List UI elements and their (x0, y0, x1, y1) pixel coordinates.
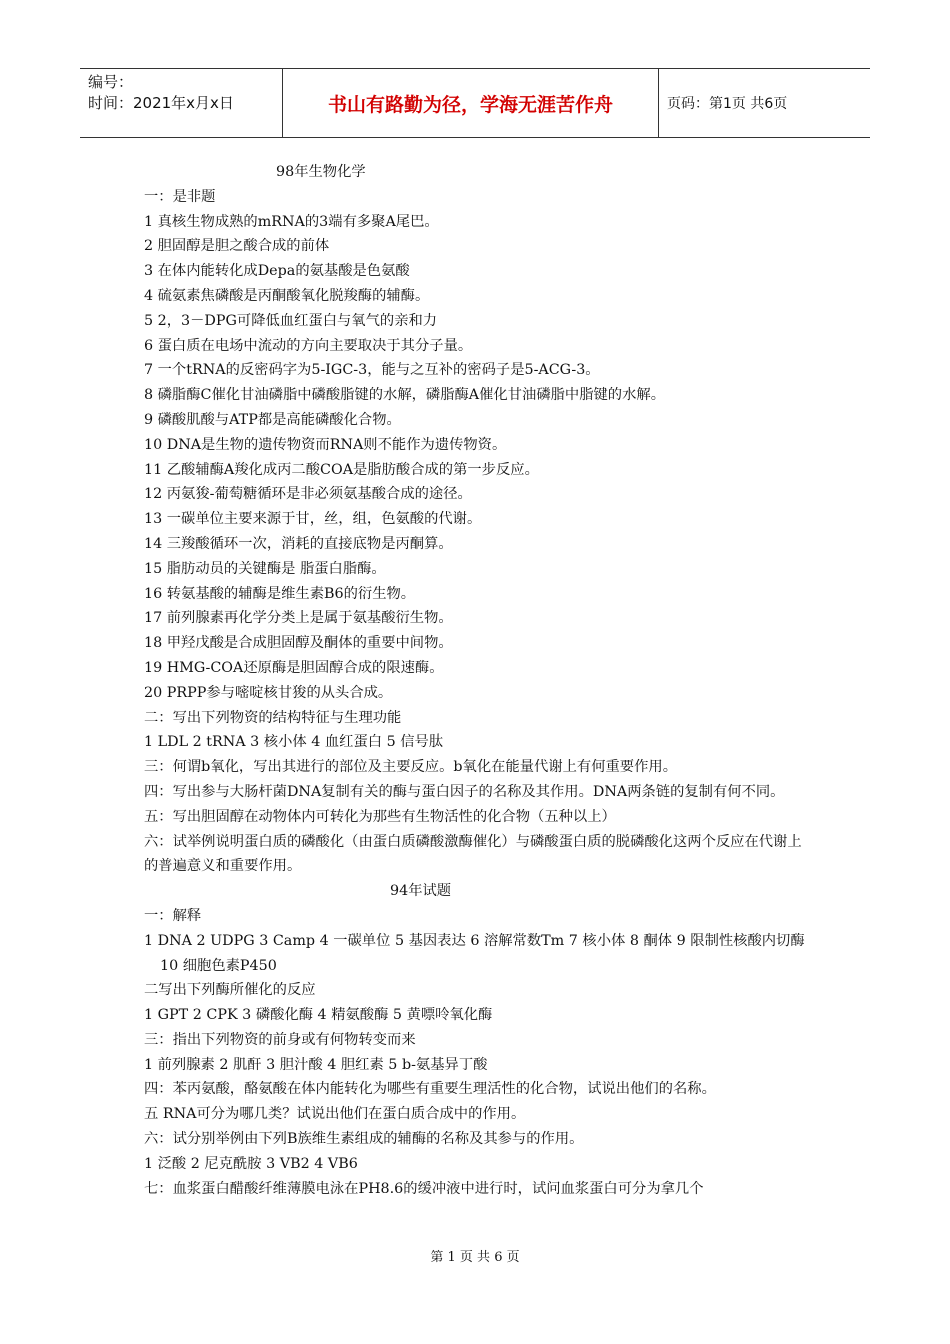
question-94-7: 七：血浆蛋白醋酸纤维薄膜电泳在PH8.6的缓冲液中进行时，试问血浆蛋白可分为拿几个 (144, 1180, 704, 1197)
true-false-item: 5 2，3－DPG可降低血红蛋白与氧气的亲和力 (144, 312, 438, 329)
question-94-4: 四：苯丙氨酸，酪氨酸在体内能转化为哪些有重要生理活性的化合物，试说出他们的名称。 (144, 1081, 716, 1098)
true-false-item: 6 蛋白质在电场中流动的方向主要取决于其分子量。 (144, 337, 473, 354)
section-heading-precursors: 三：指出下列物资的前身或有何物转变而来 (144, 1031, 416, 1048)
true-false-item: 13 一碳单位主要来源于甘，丝，组，色氨酸的代谢。 (144, 511, 482, 528)
true-false-item: 12 丙氨狻-葡萄糖循环是非必须氨基酸合成的途径。 (144, 486, 472, 503)
question-3: 三：何谓b氧化，写出其进行的部位及主要反应。b氧化在能量代谢上有何重要作用。 (144, 759, 677, 776)
vitamin-items: 1 泛酸 2 尼克酰胺 3 VB2 4 VB6 (144, 1155, 358, 1172)
true-false-item: 11 乙酸辅酶A羧化成丙二酸COA是脂肪酸合成的第一步反应。 (144, 461, 539, 478)
time-label: 时间：2021年x月x日 (88, 94, 234, 112)
enzyme-items: 1 GPT 2 CPK 3 磷酸化酶 4 精氨酸酶 5 黄嘌呤氧化酶 (144, 1007, 493, 1024)
section-heading-structure: 二：写出下列物资的结构特征与生理功能 (144, 709, 402, 726)
true-false-item: 14 三羧酸循环一次，消耗的直接底物是丙酮算。 (144, 535, 453, 552)
question-6: 六：试举例说明蛋白质的磷酸化（由蛋白质磷酸激酶催化）与磷酸蛋白质的脱磷酸化这两个反应在代谢上的普遍意义和重要作用。 (144, 833, 802, 875)
true-false-item: 20 PRPP参与嘧啶核甘狻的从头合成。 (144, 684, 393, 701)
explain-items: 1 DNA 2 UDPG 3 Camp 4 一碳单位 5 基因表达 6 溶解常数Tm 7 核小体 8 酮体 9 限制性核酸内切酶 10 细胞色素P450 (144, 932, 805, 974)
question-4: 四：写出参与大肠杆菌DNA复制有关的酶与蛋白因子的名称及其作用。DNA两条链的复制有何不同。 (144, 783, 785, 800)
true-false-item: 2 胆固醇是胆之酸合成的前体 (144, 238, 330, 255)
section-heading-enzymes: 二写出下列酶所催化的反应 (144, 982, 316, 999)
number-label: 编号： (88, 73, 134, 91)
true-false-item: 18 甲羟戊酸是合成胆固醇及酮体的重要中间物。 (144, 635, 453, 652)
section-heading-vitamins: 六：试分别举例由下列B族维生素组成的辅酶的名称及其参与的作用。 (144, 1131, 584, 1148)
true-false-item: 1 真核生物成熟的mRNA的3端有多聚A尾巴。 (144, 213, 439, 230)
question-5: 五：写出胆固醇在动物体内可转化为那些有生物活性的化合物（五种以上） (144, 808, 616, 825)
true-false-item: 7 一个tRNA的反密码字为5-IGC-3，能与之互补的密码子是5-ACG-3。 (144, 362, 600, 379)
true-false-item: 8 磷脂酶C催化甘油磷脂中磷酸脂键的水解，磷脂酶A催化甘油磷脂中脂键的水解。 (144, 387, 665, 404)
true-false-item: 9 磷酸肌酸与ATP都是高能磷酸化合物。 (144, 411, 401, 428)
page-header (80, 68, 870, 138)
section-heading-explain: 一：解释 (144, 907, 202, 924)
question-94-5: 五 RNA可分为哪几类？试说出他们在蛋白质合成中的作用。 (144, 1106, 526, 1123)
section-heading-true-false: 一：是非题 (144, 188, 216, 205)
title-98: 98年生物化学 (276, 164, 366, 180)
true-false-item: 19 HMG-COA还原酶是胆固醇合成的限速酶。 (144, 659, 444, 676)
page-footer: 第 1 页 共 6 页 (430, 1250, 520, 1265)
header-motto: 书山有路勤为径，学海无涯苦作舟 (283, 69, 659, 137)
true-false-item: 17 前列腺素再化学分类上是属于氨基酸衍生物。 (144, 610, 453, 627)
document-body (144, 160, 814, 1201)
true-false-list (144, 210, 814, 706)
true-false-item: 3 在体内能转化成Depa的氨基酸是色氨酸 (144, 263, 410, 280)
true-false-item: 16 转氨基酸的辅酶是维生素B6的衍生物。 (144, 585, 416, 602)
header-meta (80, 69, 283, 137)
header-page-info: 页码：第1页 共6页 (667, 96, 788, 112)
true-false-item: 15 脂肪动员的关键酶是 脂蛋白脂酶。 (144, 560, 386, 577)
structure-items: 1 LDL 2 tRNA 3 核小体 4 血红蛋白 5 信号肽 (144, 734, 444, 751)
title-94: 94年试题 (390, 883, 452, 900)
true-false-item: 4 硫氨素焦磷酸是丙酮酸氧化脱羧酶的辅酶。 (144, 287, 430, 304)
true-false-item: 10 DNA是生物的遗传物资而RNA则不能作为遗传物资。 (144, 436, 507, 453)
precursor-items: 1 前列腺素 2 肌酐 3 胆汁酸 4 胆红素 5 b-氨基异丁酸 (144, 1056, 488, 1073)
